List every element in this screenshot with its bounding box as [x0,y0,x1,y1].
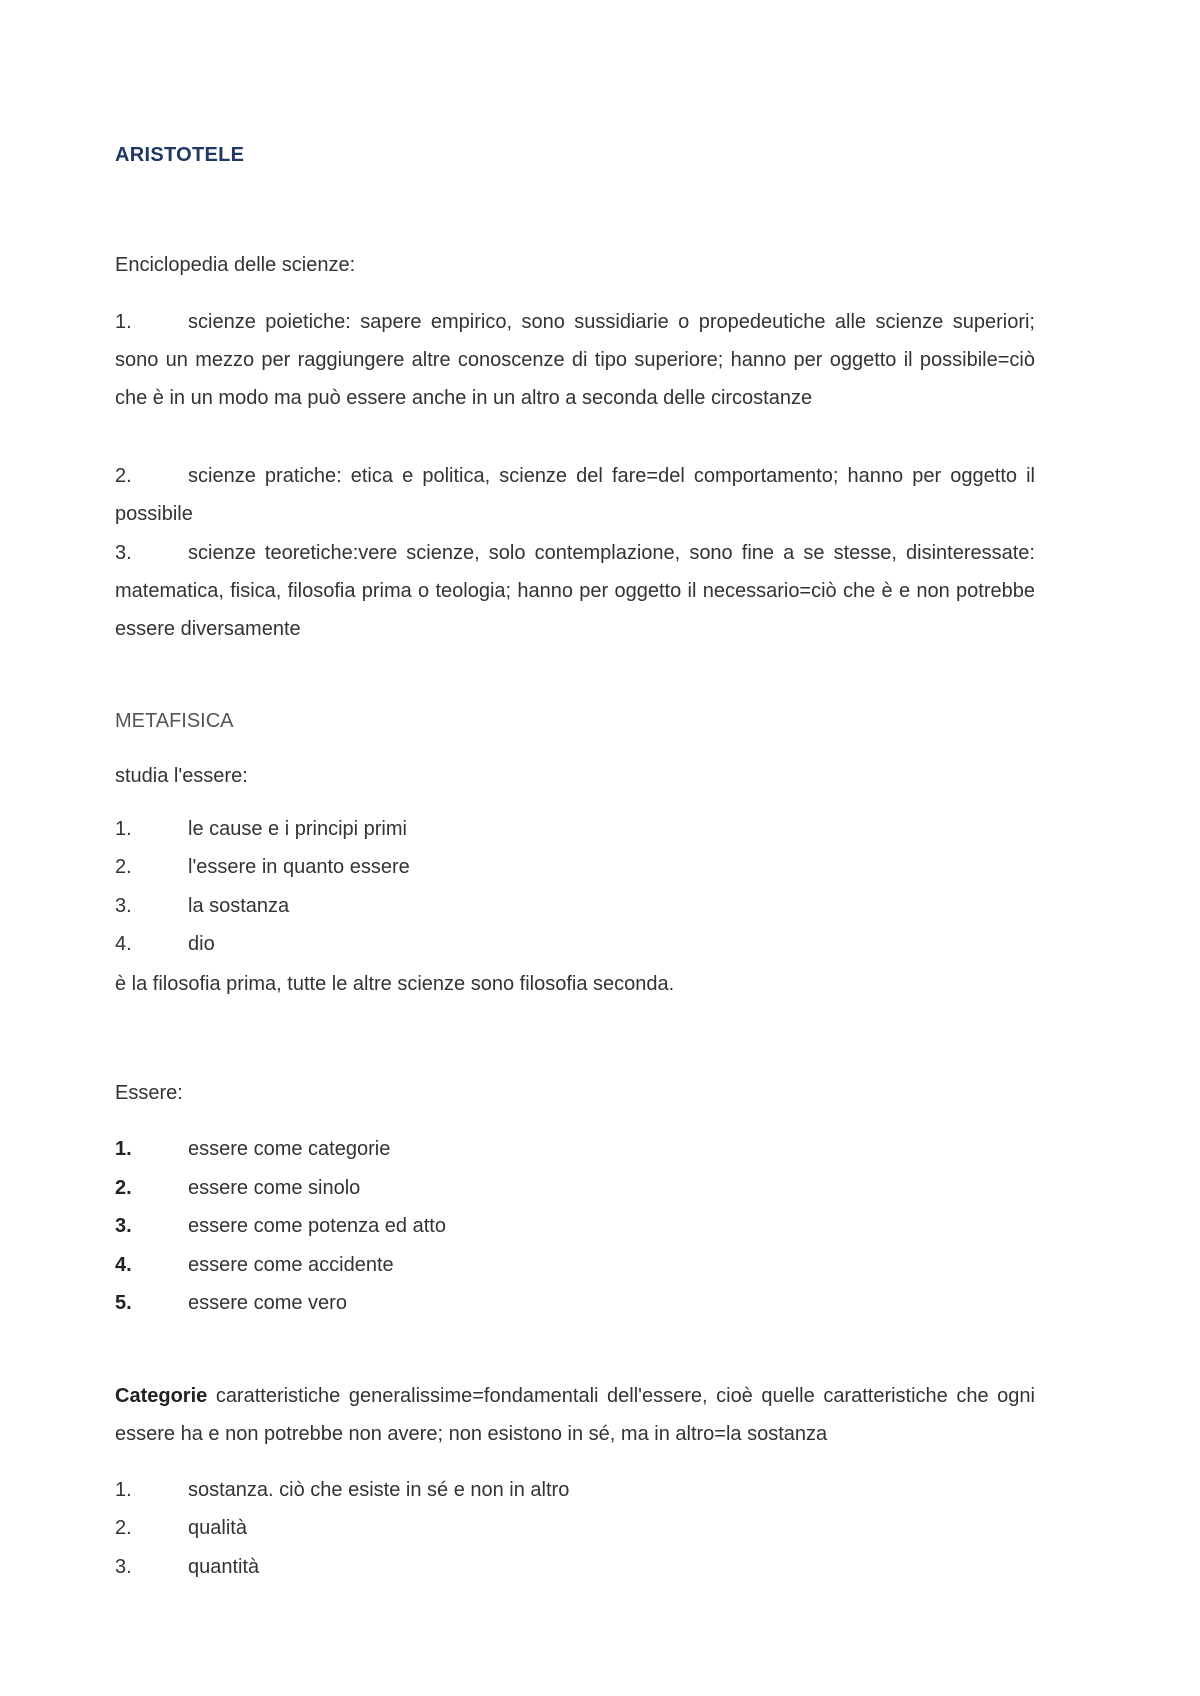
essere-intro: Essere: [115,1082,183,1104]
list-text: quantità [188,1556,260,1578]
list-item [115,457,1035,533]
list-item [115,1246,1035,1284]
list-text: la sostanza [188,895,290,917]
list-text: essere come accidente [188,1254,394,1276]
encyclopedia-intro: Enciclopedia delle scienze: [115,254,356,276]
list-number: 1. [115,311,132,333]
list-text: le cause e i principi primi [188,818,407,840]
categorie-definition [115,1377,1035,1453]
metafisica-intro: studia l'essere: [115,765,248,787]
list-text: essere come sinolo [188,1177,361,1199]
list-number: 4. [115,1254,132,1276]
list-text: scienze poietiche: sapere empirico, sono sussidiarie o propedeutiche alle scienze superiori; sono un mezzo per raggiungere altre conoscenze di tipo superiore; hanno per oggetto il possibile=ciò che è in un modo ma può essere anche in un altro a seconda delle circostanze [115,311,1035,409]
list-item [115,887,1035,925]
list-text: sostanza. ciò che esiste in sé e non in altro [188,1479,570,1501]
list-text: scienze pratiche: etica e politica, scienze del fare=del comportamento; hanno per oggetto il possibile [115,465,1035,525]
list-item [115,303,1035,417]
list-text: l'essere in quanto essere [188,856,410,878]
list-item [115,1169,1035,1207]
list-item [115,1471,1035,1509]
list-item [115,1130,1035,1168]
metafisica-conclusion: è la filosofia prima, tutte le altre scienze sono filosofia seconda. [115,973,675,995]
list-number: 1. [115,818,132,840]
list-number: 2. [115,465,132,487]
list-text: dio [188,933,215,955]
list-number: 1. [115,1138,132,1160]
list-text: essere come vero [188,1292,347,1314]
list-number: 2. [115,1177,132,1199]
list-number: 3. [115,1556,132,1578]
list-text: qualità [188,1517,247,1539]
list-text: scienze teoretiche:vere scienze, solo contemplazione, sono fine a se stesse, disinteressate: matematica, fisica, filosofia prima o teologia; hanno per oggetto il necessario=ciò che è e non potrebbe essere diversamente [115,542,1035,640]
list-item [115,534,1035,648]
list-number: 2. [115,1517,132,1539]
list-number: 3. [115,542,132,564]
list-item [115,810,1035,848]
categorie-term: Categorie [115,1385,208,1407]
document-title: ARISTOTELE [115,144,245,166]
list-item [115,1509,1035,1547]
list-item [115,1284,1035,1322]
list-text: essere come categorie [188,1138,391,1160]
section-heading-metafisica: METAFISICA [115,710,234,732]
list-text: essere come potenza ed atto [188,1215,446,1237]
list-item [115,1548,1035,1586]
list-item [115,848,1035,886]
list-number: 3. [115,895,132,917]
list-item [115,925,1035,963]
list-number: 5. [115,1292,132,1314]
list-number: 1. [115,1479,132,1501]
list-number: 4. [115,933,132,955]
list-item [115,1207,1035,1245]
list-number: 2. [115,856,132,878]
categorie-definition-text: caratteristiche generalissime=fondamentali dell'essere, cioè quelle caratteristiche che ogni essere ha e non potrebbe non avere; non esistono in sé, ma in altro=la sostanza [115,1385,1035,1445]
list-number: 3. [115,1215,132,1237]
